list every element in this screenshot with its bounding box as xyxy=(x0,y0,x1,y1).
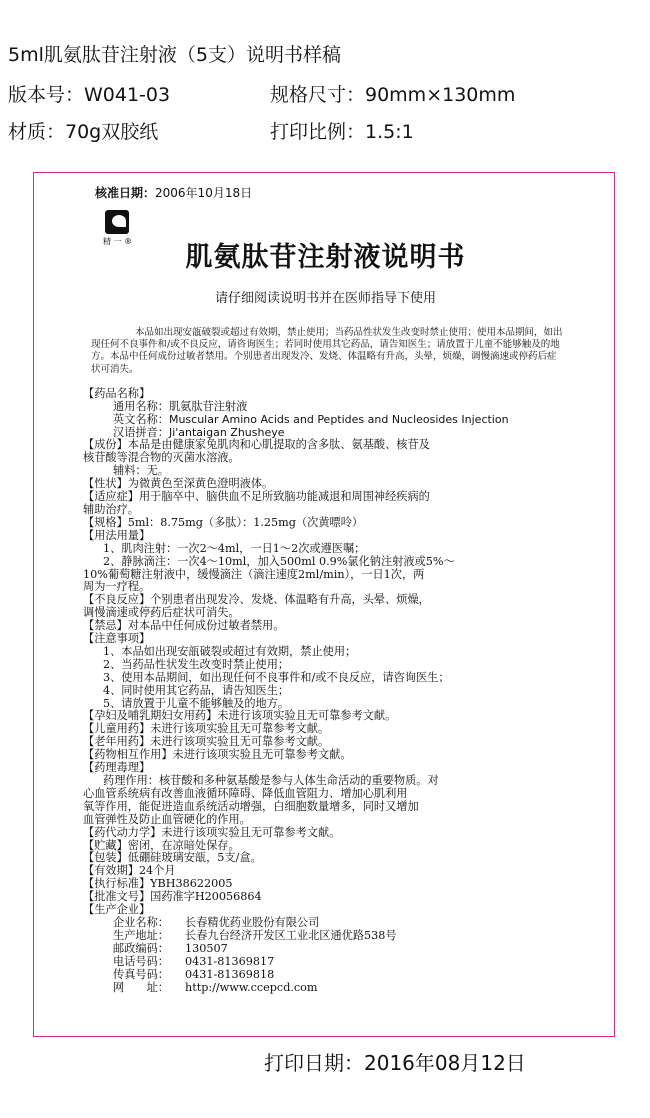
caution-item-3: 3、使用本品期间，如出现任何不良事件和/或不良反应，请咨询医生； xyxy=(103,670,450,684)
brand-logo-icon xyxy=(105,210,129,234)
package: 【包装】低硼硅玻璃安瓿，5支/盒。 xyxy=(83,851,262,865)
print-date: 打印日期：2016年08月12日 xyxy=(264,1051,526,1075)
indication: 【适应症】用于脑卒中、脑供血不足所致脑功能减退和周围神经疾病的 xyxy=(83,490,430,504)
storage: 【贮藏】密闭，在凉暗处保存。 xyxy=(83,838,240,852)
print-ratio: 打印比例：1.5:1 xyxy=(270,121,414,143)
adverse-reaction: 【不良反应】个别患者出现发冷、发烧、体温略有升高，头晕、烦燥， xyxy=(83,593,430,607)
leaflet-content xyxy=(83,187,568,994)
manufacturer-address: 生产地址： 长春九台经济开发区工业北区通优路538号 xyxy=(113,928,397,942)
caution-item-2: 2、当药品性状发生改变时禁止使用； xyxy=(103,657,290,671)
pregnancy-use: 【孕妇及哺乳期妇女用药】未进行该项实验且无可靠参考文献。 xyxy=(83,709,397,723)
approval-date: 核准日期：2006年10月18日 xyxy=(95,186,253,200)
usage-item-2-cont2: 周为一疗程。 xyxy=(83,580,151,594)
standard: 【执行标准】YBH38622005 xyxy=(83,877,233,891)
version-number: 版本号：W041-03 xyxy=(8,84,171,106)
brand-logo-text: 精 一 ® xyxy=(103,237,133,246)
manufacturer-phone: 电话号码： 0431-81369817 xyxy=(113,954,275,968)
section-caution: 【注意事项】 xyxy=(83,632,151,646)
character: 【性状】为微黄色至深黄色澄明液体。 xyxy=(83,477,274,491)
pharmacokinetics: 【药代动力学】未进行该项实验且无可靠参考文献。 xyxy=(83,825,341,839)
material: 材质：70g双胶纸 xyxy=(8,121,159,143)
drug-interaction: 【药物相互作用】未进行该项实验且无可靠参考文献。 xyxy=(83,748,352,762)
sample-title-text: 5ml肌氨肽苷注射液（5支）说明书样稿 xyxy=(8,44,341,66)
manufacturer-website: 网 址： http://www.ccepcd.com xyxy=(113,980,318,994)
usage-item-2: 2、静脉滴注：一次4～10ml，加入500ml 0.9%氯化钠注射液或5%～ xyxy=(103,554,455,568)
sample-title xyxy=(8,40,341,67)
caution-item-1: 1、本品如出现安瓿破裂或超过有效期，禁止使用； xyxy=(103,644,357,658)
section-pharmacology: 【药理毒理】 xyxy=(83,761,151,775)
section-manufacturer: 【生产企业】 xyxy=(83,903,151,917)
specification: 【规格】5ml：8.75mg（多肽）：1.25mg（次黄嘌呤） xyxy=(83,515,364,529)
caution-item-4: 4、同时使用其它药品，请告知医生； xyxy=(103,683,290,697)
section-drug-name: 【药品名称】 xyxy=(83,386,151,400)
composition-cont: 核苷酸等混合物的灭菌水溶液。 xyxy=(83,451,240,465)
validity: 【有效期】24个月 xyxy=(83,864,176,878)
common-name: 通用名称：肌氨肽苷注射液 xyxy=(113,399,248,413)
manufacturer-fax: 传真号码： 0431-81369818 xyxy=(113,967,275,981)
elderly-use: 【老年用药】未进行该项实验且无可靠参考文献。 xyxy=(83,735,330,749)
approval-number: 【批准文号】国药准字H20056864 xyxy=(83,890,262,904)
brand-area xyxy=(83,204,568,248)
warning-paragraph: 本品如出现安瓿破裂或超过有效期，禁止使用；当药品性状发生改变时禁止使用；使用本品期间，如出现任何不良事件和/或不良反应，请咨询医生；若同时使用其它药品，请告知医生；请放置于儿童不能够触及的地方。本品中任何成份过敏者禁用。个别患者出现发冷、发烧、体温略有升高，头晕，烦燥，调慢滴速或停药后症状可消失。 xyxy=(91,327,563,375)
caution-item-5: 5、请放置于儿童不能够触及的地方。 xyxy=(103,696,290,710)
composition: 【成份】本品是由健康家兔肌肉和心肌提取的含多肽、氨基酸、核苷及 xyxy=(83,438,430,452)
adverse-reaction-cont: 调慢滴速或停药后症状可消失。 xyxy=(83,606,240,620)
pinyin-name: 汉语拼音：Ji'antaigan Zhusheye xyxy=(113,425,285,439)
document-title: 肌氨肽苷注射液说明书 xyxy=(185,242,466,273)
indication-cont: 辅助治疗。 xyxy=(83,502,139,516)
pharmacology-text-3: 氧等作用，能促进造血系统活动增强，白细胞数量增多，同时又增加 xyxy=(83,799,419,813)
spec-size: 规格尺寸：90mm×130mm xyxy=(270,84,516,106)
version-row xyxy=(8,80,516,107)
excipient: 辅料：无。 xyxy=(113,464,169,478)
material-row xyxy=(8,117,414,144)
contraindication: 【禁忌】对本品中任何成份过敏者禁用。 xyxy=(83,619,285,633)
usage-item-1: 1、肌肉注射：一次2～4ml，一日1～2次或遵医嘱； xyxy=(103,541,366,555)
document-subtitle: 请仔细阅读说明书并在医师指导下使用 xyxy=(214,291,436,306)
usage-item-2-cont: 10%葡萄糖注射液中，缓慢滴注（滴注速度2ml/min），一日1次，两 xyxy=(83,567,425,581)
pharmacology-text: 药理作用：核苷酸和多种氨基酸是参与人体生命活动的重要物质。对 xyxy=(103,774,439,787)
english-name: 英文名称：Muscular Amino Acids and Peptides and Nucleosides Injection xyxy=(113,412,509,426)
pharmacology-text-4: 血管弹性及防止血管硬化的作用。 xyxy=(83,812,251,826)
children-use: 【儿童用药】未进行该项实验且无可靠参考文献。 xyxy=(83,722,330,736)
section-usage: 【用法用量】 xyxy=(83,528,151,542)
manufacturer-zip: 邮政编码： 130507 xyxy=(113,941,228,955)
pharmacology-text-2: 心血管系统病有改善血液循环障碍、降低血管阻力、增加心肌利用 xyxy=(83,786,408,800)
manufacturer-name: 企业名称： 长春精优药业股份有限公司 xyxy=(113,915,320,929)
